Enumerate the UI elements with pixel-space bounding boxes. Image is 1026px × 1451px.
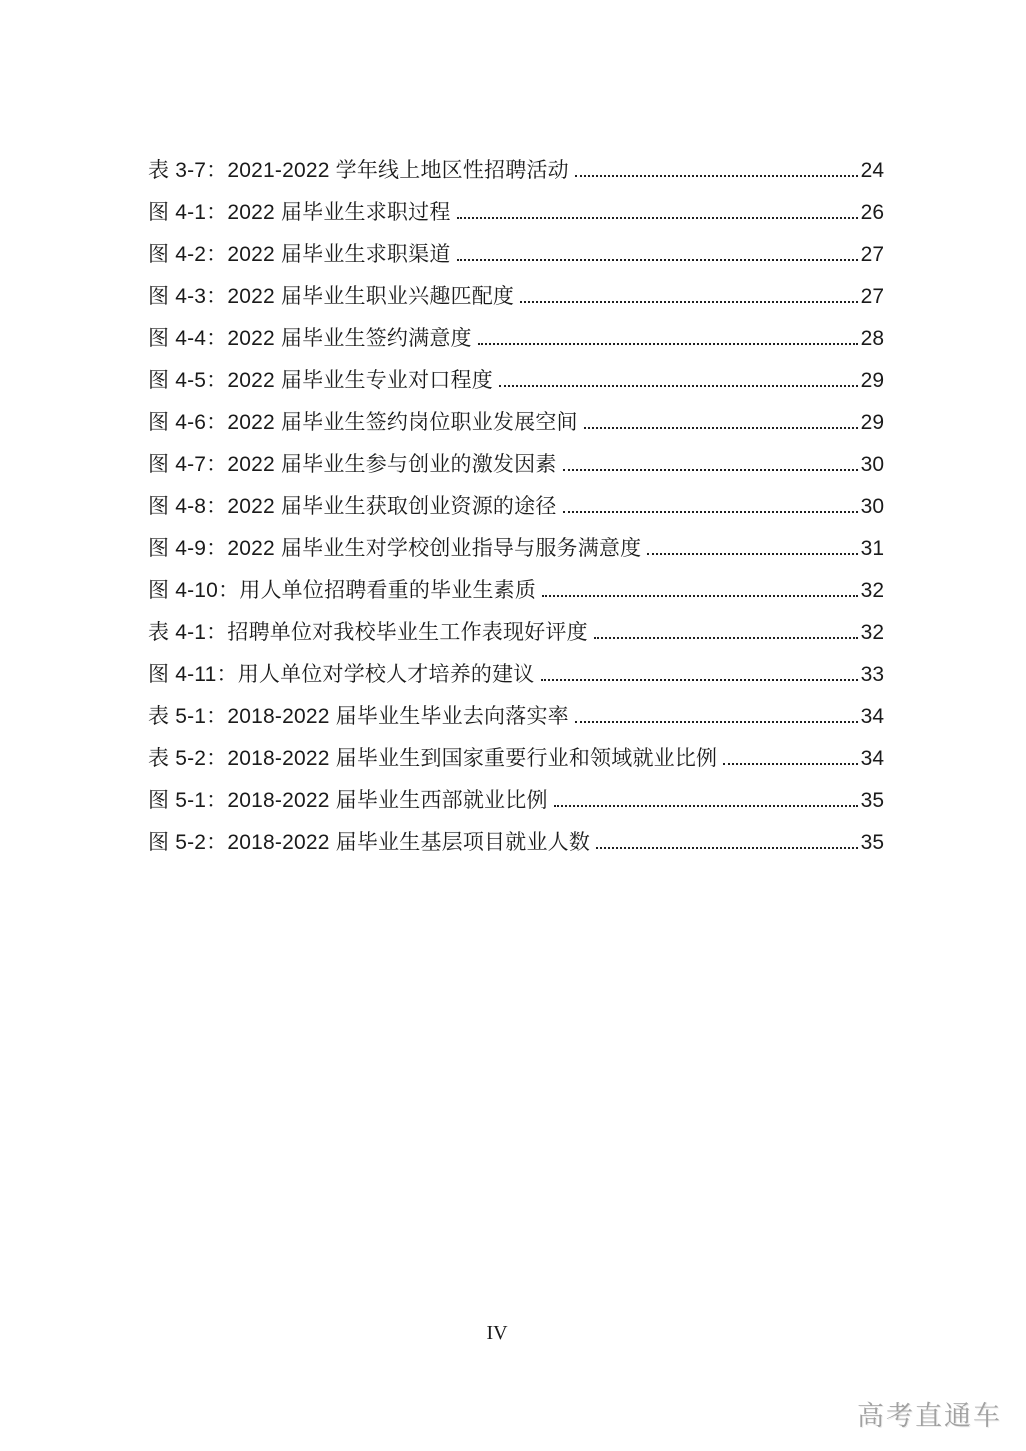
toc-dot-leader <box>647 553 857 555</box>
toc-entry <box>148 318 884 360</box>
toc-entry-page: 26 <box>860 201 884 224</box>
toc-entry <box>148 360 884 402</box>
toc-entry-page: 35 <box>860 831 884 854</box>
toc-entry-page: 33 <box>860 663 884 686</box>
toc-dot-leader <box>575 175 858 177</box>
toc-entry-page: 30 <box>860 495 884 518</box>
toc-entry-title: 图 4-10：用人单位招聘看重的毕业生素质 <box>148 579 537 602</box>
toc-entry-title: 图 4-4：2022 届毕业生签约满意度 <box>148 327 472 350</box>
toc-entry <box>148 696 884 738</box>
toc-entry-title: 图 4-9：2022 届毕业生对学校创业指导与服务满意度 <box>148 537 642 560</box>
toc-entry-page: 31 <box>860 537 884 560</box>
toc-entry <box>148 150 884 192</box>
toc-entry-title: 表 3-7：2021-2022 学年线上地区性招聘活动 <box>148 159 569 182</box>
toc-entry <box>148 570 884 612</box>
toc-entry-title: 图 5-2：2018-2022 届毕业生基层项目就业人数 <box>148 831 591 854</box>
toc-entry-page: 32 <box>860 621 884 644</box>
toc-entry-title: 图 4-2：2022 届毕业生求职渠道 <box>148 243 451 266</box>
toc-entry <box>148 234 884 276</box>
toc-dot-leader <box>723 763 857 765</box>
toc-entry-page: 32 <box>860 579 884 602</box>
toc-entry-title: 图 4-11：用人单位对学校人才培养的建议 <box>148 663 535 686</box>
toc-entry <box>148 486 884 528</box>
toc-entry-title: 图 4-6：2022 届毕业生签约岗位职业发展空间 <box>148 411 578 434</box>
toc-entry-title: 图 4-5：2022 届毕业生专业对口程度 <box>148 369 493 392</box>
toc-dot-leader <box>541 679 858 681</box>
toc-entry-title: 图 4-1：2022 届毕业生求职过程 <box>148 201 451 224</box>
toc-entry <box>148 654 884 696</box>
toc-dot-leader <box>499 385 858 387</box>
watermark: 高考直通车 <box>857 1401 1002 1431</box>
toc-dot-leader <box>594 637 858 639</box>
toc-entry <box>148 276 884 318</box>
toc-entry <box>148 780 884 822</box>
toc-entry-page: 24 <box>860 159 884 182</box>
toc-entry-page: 28 <box>860 327 884 350</box>
toc-entry <box>148 822 884 864</box>
toc-entry-title: 表 5-2：2018-2022 届毕业生到国家重要行业和领域就业比例 <box>148 747 718 770</box>
toc-entry-page: 34 <box>860 705 884 728</box>
toc-entry <box>148 528 884 570</box>
toc-entry <box>148 612 884 654</box>
toc-entry <box>148 192 884 234</box>
toc-entry-page: 30 <box>860 453 884 476</box>
toc-entry-page: 34 <box>860 747 884 770</box>
toc-entry-page: 27 <box>860 285 884 308</box>
toc-entry-title: 图 4-8：2022 届毕业生获取创业资源的途径 <box>148 495 557 518</box>
toc-dot-leader <box>457 217 858 219</box>
toc-list <box>148 150 884 864</box>
toc-dot-leader <box>563 511 858 513</box>
toc-dot-leader <box>478 343 858 345</box>
toc-entry-page: 29 <box>860 411 884 434</box>
toc-entry-title: 表 5-1：2018-2022 届毕业生毕业去向落实率 <box>148 705 569 728</box>
toc-entry-title: 图 4-3：2022 届毕业生职业兴趣匹配度 <box>148 285 515 308</box>
toc-dot-leader <box>596 847 858 849</box>
toc-entry-title: 图 5-1：2018-2022 届毕业生西部就业比例 <box>148 789 548 812</box>
toc-entry-title: 表 4-1：招聘单位对我校毕业生工作表现好评度 <box>148 621 588 644</box>
toc-dot-leader <box>554 805 858 807</box>
toc-dot-leader <box>542 595 858 597</box>
toc-dot-leader <box>457 259 858 261</box>
toc-dot-leader <box>520 301 858 303</box>
toc-entry <box>148 402 884 444</box>
toc-dot-leader <box>575 721 858 723</box>
toc-entry <box>148 444 884 486</box>
toc-entry-page: 29 <box>860 369 884 392</box>
toc-entry <box>148 738 884 780</box>
footer-page-number: IV <box>486 1322 508 1344</box>
toc-entry-page: 27 <box>860 243 884 266</box>
toc-dot-leader <box>584 427 858 429</box>
toc-dot-leader <box>563 469 858 471</box>
toc-entry-title: 图 4-7：2022 届毕业生参与创业的激发因素 <box>148 453 557 476</box>
toc-entry-page: 35 <box>860 789 884 812</box>
